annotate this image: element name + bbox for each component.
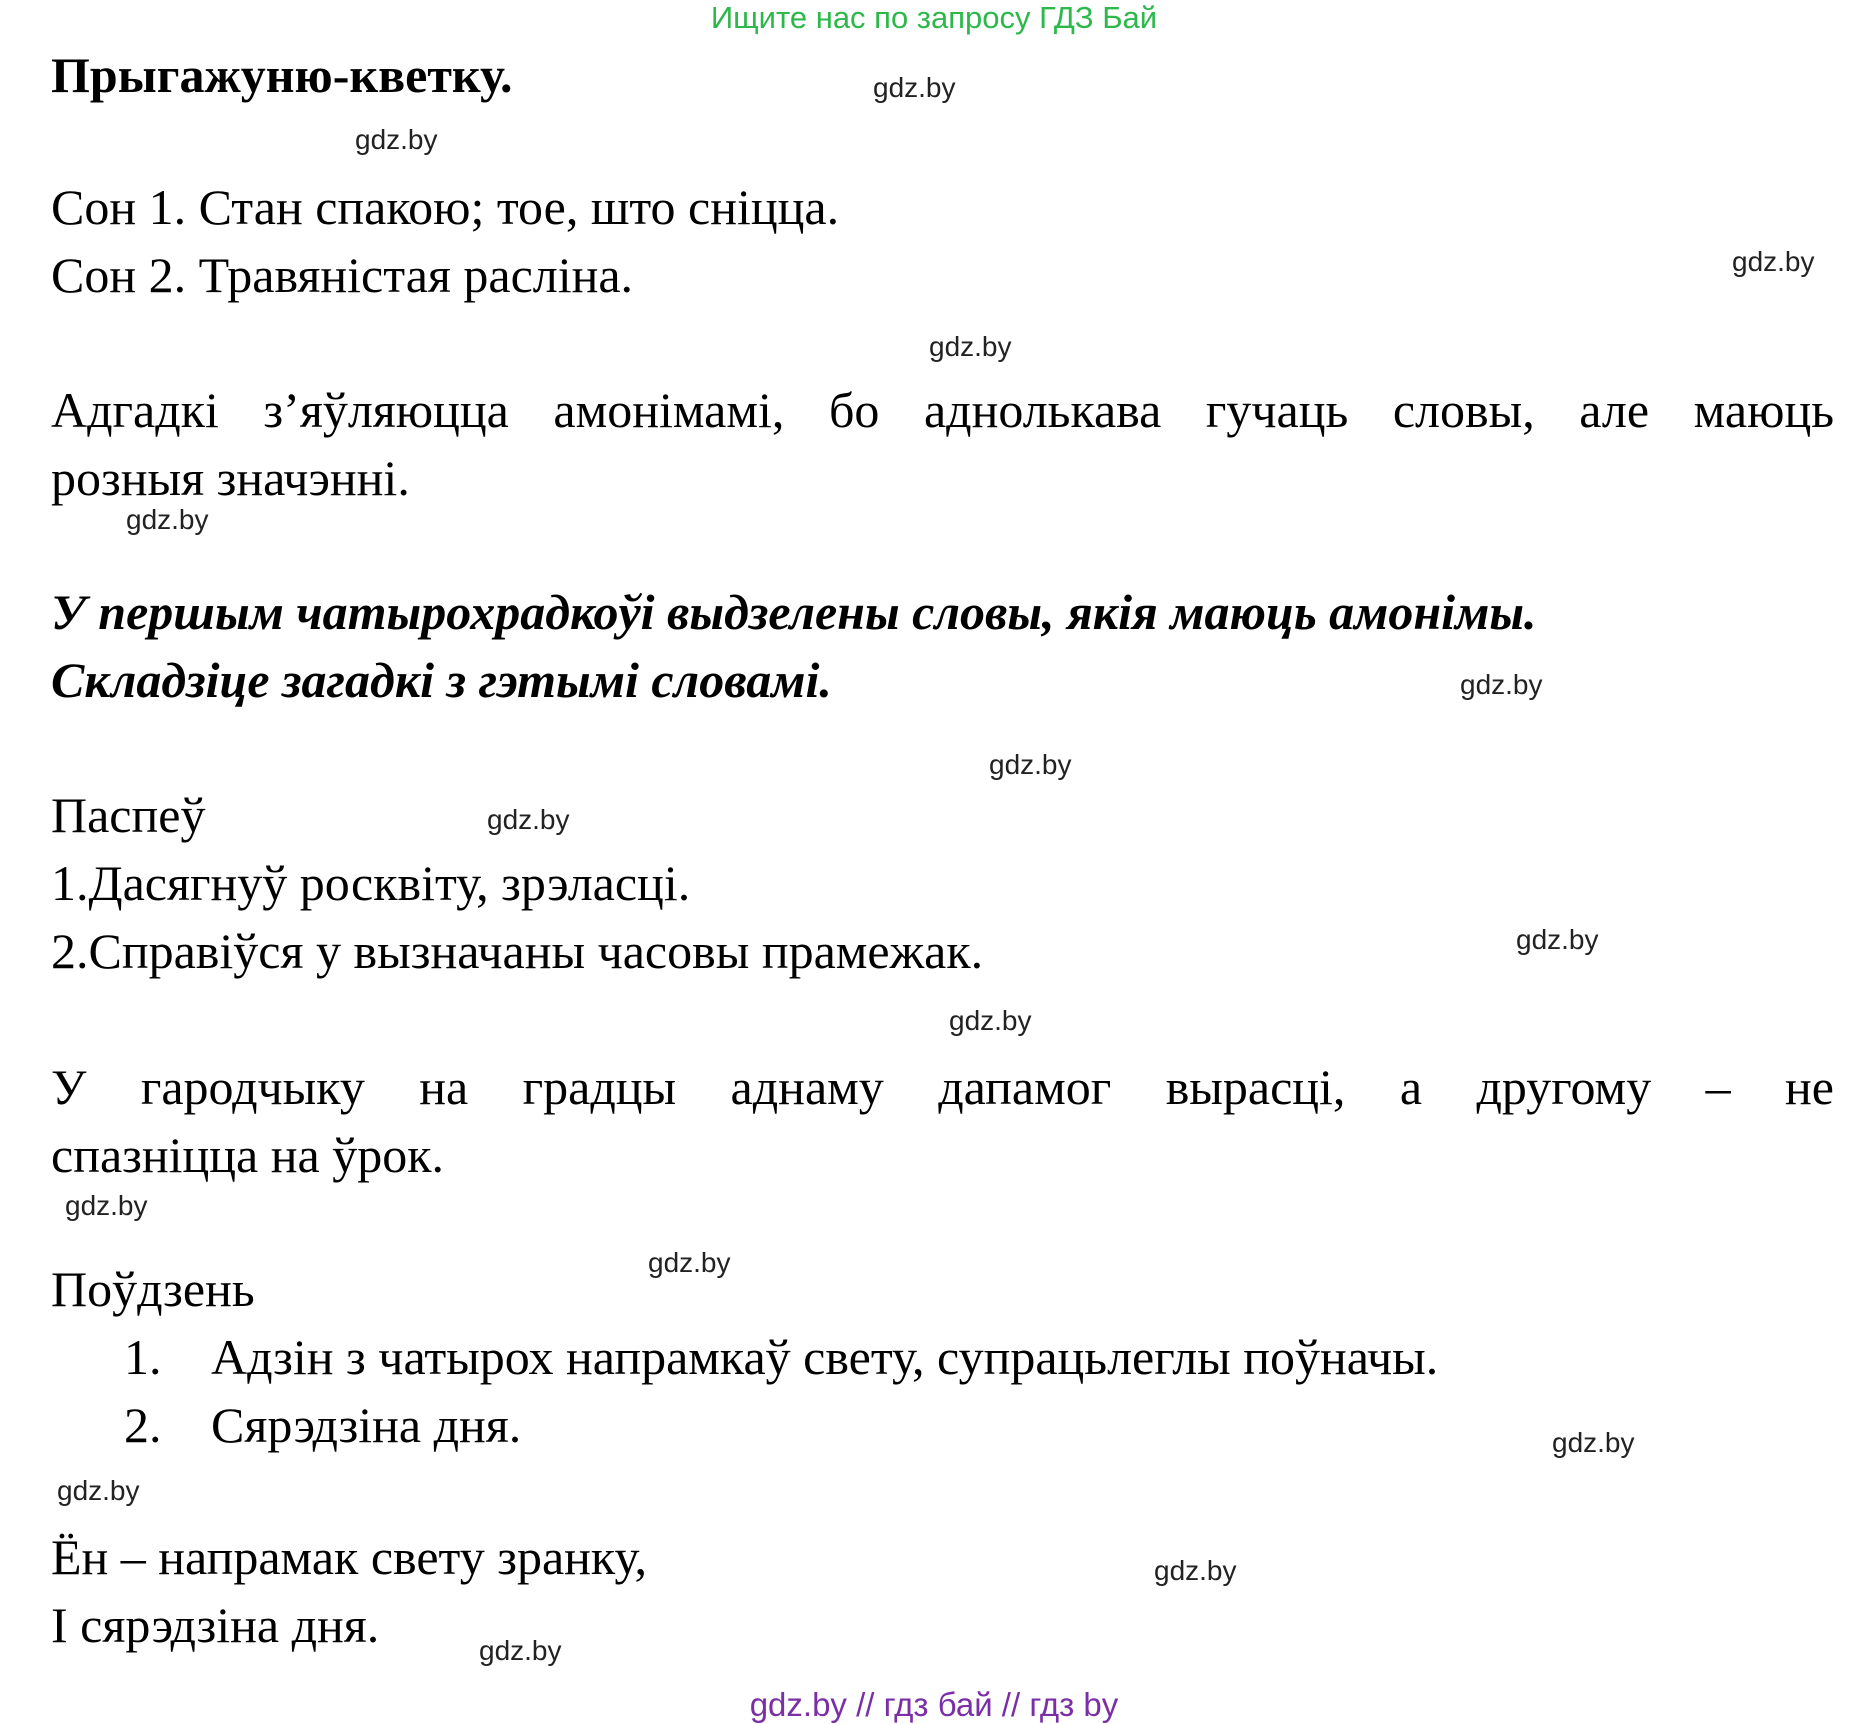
son-definition-2: Сон 2. Травяністая расліна.	[51, 247, 634, 303]
paspeu-riddle-line-2: спазніцца на ўрок.	[51, 1127, 444, 1183]
heading: Прыгажуню-кветку.	[51, 47, 513, 103]
watermark: gdz.by	[479, 1635, 562, 1666]
watermark: gdz.by	[1516, 924, 1599, 955]
poudzen-meaning-1	[124, 1328, 1438, 1386]
poudzen-riddle-line-1: Ён – напрамак свету зранку,	[51, 1529, 647, 1585]
watermark: gdz.by	[65, 1190, 148, 1221]
bottom-banner: gdz.by // гдз бай // гдз by	[749, 1686, 1119, 1723]
list-text: Адзін з чатырох напрамкаў свету, супрацьлеглы поўначы.	[211, 1329, 1439, 1385]
paspeu-title: Паспеў	[51, 787, 206, 843]
watermark: gdz.by	[989, 749, 1072, 780]
watermark: gdz.by	[355, 124, 438, 155]
watermark: gdz.by	[1732, 246, 1815, 277]
paspeu-riddle-line-1: У гародчыку на градцы аднаму дапамог вырасці, а другому – не	[51, 1059, 1834, 1115]
poudzen-riddle-line-2: І сярэдзіна дня.	[51, 1597, 380, 1653]
explanation-line-2: розныя значэнні.	[51, 450, 410, 506]
task-line-1: У першым чатырохрадкоўі выдзелены словы, якія маюць амонімы.	[51, 584, 1537, 640]
list-number: 1.	[124, 1329, 162, 1385]
watermark: gdz.by	[929, 331, 1012, 362]
watermark: gdz.by	[949, 1005, 1032, 1036]
poudzen-title: Поўдзень	[51, 1261, 255, 1317]
watermark: gdz.by	[1552, 1427, 1635, 1458]
list-number: 2.	[124, 1397, 162, 1453]
watermark: gdz.by	[487, 804, 570, 835]
poudzen-meaning-2	[124, 1396, 521, 1454]
paspeu-meaning-1: 1.Дасягнуў росквіту, зрэласці.	[51, 855, 691, 911]
watermark: gdz.by	[1154, 1555, 1237, 1586]
watermark: gdz.by	[57, 1475, 140, 1506]
task-line-2: Складзіце загадкі з гэтымі словамі.	[51, 652, 832, 708]
son-definition-1: Сон 1. Стан спакою; тое, што сніцца.	[51, 179, 840, 235]
list-text: Сярэдзіна дня.	[211, 1397, 522, 1453]
top-banner: Ищите нас по запросу ГДЗ Бай	[710, 0, 1158, 35]
watermark: gdz.by	[873, 72, 956, 103]
paspeu-meaning-2: 2.Справіўся у вызначаны часовы прамежак.	[51, 923, 984, 979]
watermark: gdz.by	[648, 1247, 731, 1278]
watermark: gdz.by	[1460, 669, 1543, 700]
explanation-line-1: Адгадкі з’яўляюцца амонімамі, бо аднолькава гучаць словы, але маюць	[51, 382, 1834, 438]
watermark: gdz.by	[126, 504, 209, 535]
